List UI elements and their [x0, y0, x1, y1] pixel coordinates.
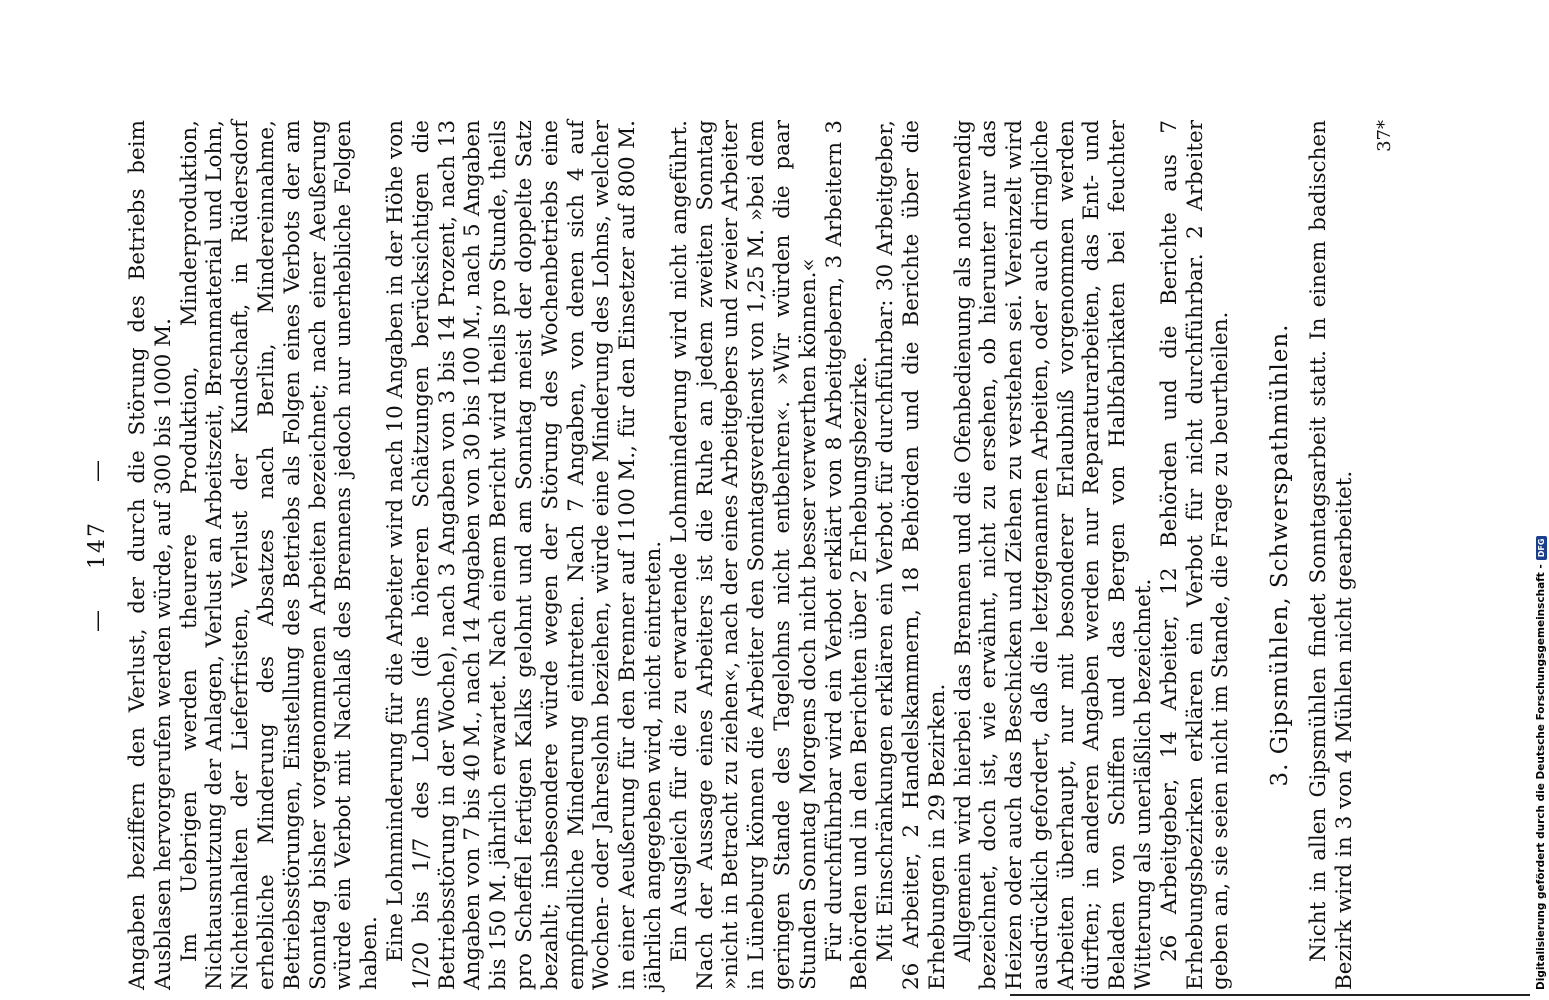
page-number: 147	[85, 521, 110, 569]
paragraph: Mit Einschränkungen erklären ein Verbot für durchführbar: 30 Arbeitgeber, 26 Arbeiter, 2 Handelskammern, 18 Behörden und die Berichte über die Erhebungen in 29 Bezirken.	[873, 120, 950, 990]
paragraph: Im Uebrigen werden theurere Produktion, Minderproduktion, Nichtausnutzung der Anlagen, Verlust an Arbeitszeit, Brennmaterial und Lohn, Nichteinhalten der Lieferfristen, Verlust der Kundschaft, in Rüdersdorf erhebliche Minderung des Absatzes nach Berlin, Mindereinnahme, Betriebsstörungen, Einstellung des Betriebs als Folgen eines Verbots der am Sonntag bisher vorgenommenen Arbeiten bezeichnet; nach einer Aeußerung würde ein Verbot mit Nachlaß des Brennens jedoch nur unerhebliche Folgen haben.	[176, 120, 383, 990]
paragraph: Für durchführbar wird ein Verbot erklärt von 8 Arbeitgebern, 3 Arbeitern 3 Behörden und in den Berichten über 2 Erhebungsbezirke.	[821, 120, 873, 990]
paragraph: Ein Ausgleich für die zu erwartende Lohnminderung wird nicht angeführt. Nach der Aussage eines Arbeiters ist die Ruhe an jedem zweiten Sonntag »nicht in Betracht zu ziehen«, nach der eines Arbeitgebers und zweier Arbeiter in Lüneburg können die Arbeiter den Sonntagsverdienst von 1,25 M. »bei dem geringen Stande des Tagelohns nicht entbehren«. »Wir würden die paar Stunden Sonntag Morgens doch nicht besser verwerthen können.«	[666, 120, 821, 990]
header-dash-left: —	[85, 608, 110, 632]
page-header	[85, 100, 110, 990]
body-text	[125, 120, 1397, 990]
bottom-rule	[1010, 994, 1530, 996]
signature-mark: 37*	[1373, 120, 1395, 152]
credit-text: Digitalisierung gefördert durch die Deutsche Forschungsgemeinschaft -	[1535, 564, 1547, 990]
paragraph: Eine Lohnminderung für die Arbeiter wird nach 10 Angaben in der Höhe von 1/20 bis 1/7 des Lohns (die höheren Schätzungen berücksichtigen die Betriebsstörung in der Woche), nach 3 Angaben von 3 bis 14 Prozent, nach 13 Angaben von 7 bis 40 M., nach 14 Angaben von 30 bis 100 M., nach 5 Angaben bis 150 M. jährlich erwartet. Nach einem Bericht wird theils pro Stunde, theils pro Scheffel fertigen Kalks gelohnt und am Sonntag meist der doppelte Satz bezahlt; insbesondere würde wegen der Störung des Wochenbetriebs eine empfindliche Minderung eintreten. Nach 7 Angaben, von denen sich 4 auf Wochen- oder Jahreslohn beziehen, würde eine Minderung des Lohns, welcher in einer Aeußerung für den Brenner auf 1100 M., für den Einsetzer auf 800 M. jährlich angegeben wird, nicht eintreten.	[382, 120, 666, 990]
digitization-credit	[1535, 536, 1547, 990]
dfg-logo: DFG	[1536, 536, 1547, 561]
paragraph: Angaben beziffern den Verlust, der durch die Störung des Betriebs beim Ausblasen hervorgerufen werden würde, auf 300 bis 1000 M.	[125, 120, 176, 990]
rotated-text-block	[85, 100, 1395, 990]
paragraph: 26 Arbeitgeber, 14 Arbeiter, 12 Behörden und die Berichte aus 7 Erhebungsbezirken erklären ein Verbot für nicht durchführbar. 2 Arbeiter geben an, sie seien nicht im Stande, die Frage zu beurtheilen.	[1156, 120, 1234, 990]
paragraph: Nicht in allen Gipsmühlen findet Sonntagsarbeit statt. In einem badischen Bezirk wird in 3 von 4 Mühlen nicht gearbeitet.	[1306, 120, 1357, 990]
paragraph: Allgemein wird hierbei das Brennen und die Ofenbedienung als nothwendig bezeichnet, doch ist, wie erwähnt, nicht zu ersehen, ob hierunter nur das Heizen oder auch das Beschicken und Ziehen zu verstehen sei. Vereinzelt wird ausdrücklich gefordert, daß die letztgenannten Arbeiten, oder auch dringliche Arbeiten überhaupt, nur mit besonderer Erlaubniß vorgenommen werden dürften; in anderen Angaben werden nur Reparaturarbeiten, das Ent- und Beladen von Schiffen und das Bergen von Halbfabrikaten bei feuchter Witterung als unerläßlich bezeichnet.	[950, 120, 1157, 990]
header-dash-right: —	[85, 458, 110, 482]
section-heading: 3. Gipsmühlen, Schwerspathmühlen.	[1267, 323, 1294, 787]
